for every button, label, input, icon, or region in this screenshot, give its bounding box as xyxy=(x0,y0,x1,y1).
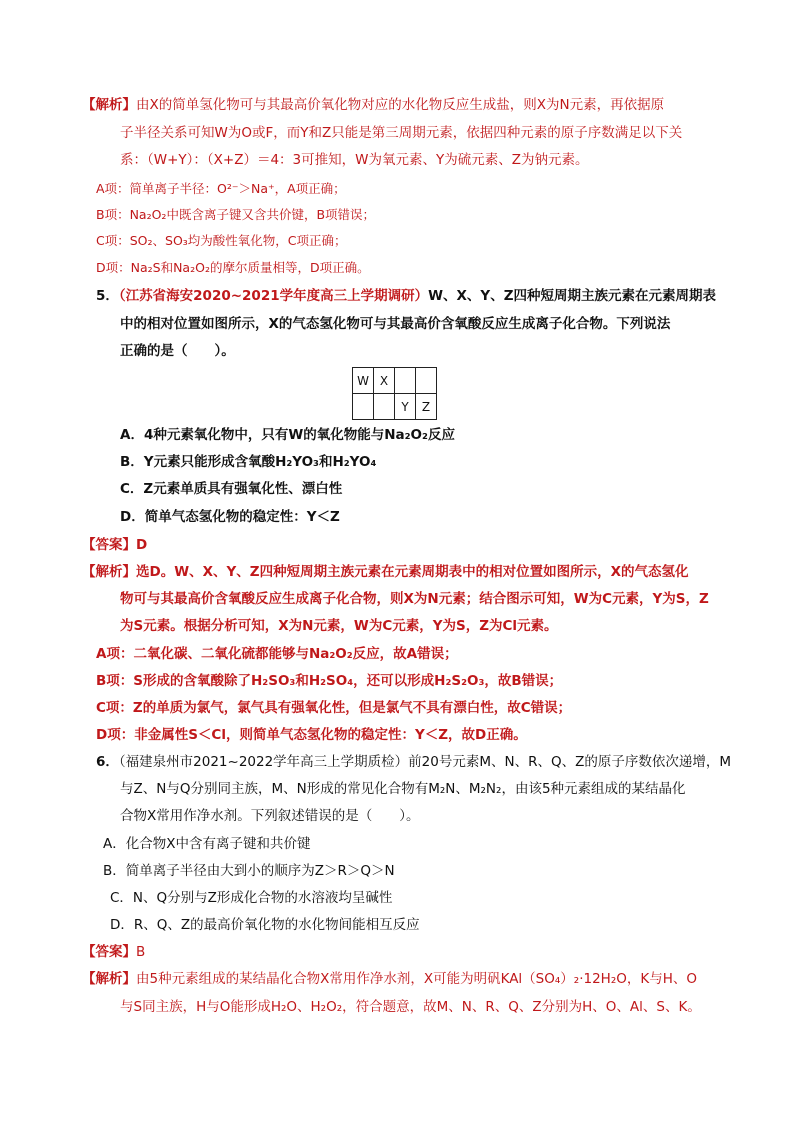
answer-value: D xyxy=(136,537,148,553)
table-row xyxy=(353,368,437,394)
analysis-line: 系：（W+Y）：（X+Z）＝4：3可推知，W为氧元素、Y为硫元素、Z为钠元素。 xyxy=(120,152,589,168)
analysis-line: 子半径关系可知W为O或F，而Y和Z只能是第三周期元素，依据四种元素的原子序数满足以下关 xyxy=(120,125,683,141)
option-analysis-a: A项：二氧化碳、二氧化硫都能够与Na₂O₂反应，故A错误； xyxy=(96,646,458,662)
question-5-stem xyxy=(96,287,716,305)
option-b: B．Y元素只能形成含氧酸H₂YO₃和H₂YO₄ xyxy=(120,454,377,470)
question-number: 5． xyxy=(96,288,119,304)
answer-tag: 【答案】 xyxy=(82,944,136,960)
option-d: D．R、Q、Z的最高价氧化物的水化物间能相互反应 xyxy=(110,917,420,933)
option-d: D．简单气态氢化物的稳定性：Y＜Z xyxy=(120,509,340,525)
question-number: 6． xyxy=(96,754,119,770)
table-cell xyxy=(395,368,416,394)
option-b: B．简单离子半径由大到小的顺序为Z＞R＞Q＞N xyxy=(103,863,395,879)
analysis-line xyxy=(82,96,664,114)
analysis-line xyxy=(82,970,697,988)
table-cell xyxy=(416,368,437,394)
analysis-line xyxy=(82,563,688,581)
answer-line xyxy=(82,943,145,961)
analysis-line: 与S同主族，H与O能形成H₂O、H₂O₂，符合题意，故M、N、R、Q、Z分别为H、O、Al、S、K。 xyxy=(120,999,701,1015)
answer-tag: 【答案】 xyxy=(82,537,136,553)
table-cell: X xyxy=(374,368,395,394)
option-analysis-c: C项：SO₂、SO₃均为酸性氧化物，C项正确； xyxy=(96,233,347,248)
option-a: A．化合物X中含有离子键和共价键 xyxy=(103,836,311,852)
option-c: C．Z元素单质具有强氧化性、漂白性 xyxy=(120,481,343,497)
option-analysis-b: B项：S形成的含氧酸除了H₂SO₃和H₂SO₄，还可以形成H₂S₂O₃，故B错误； xyxy=(96,673,563,689)
analysis-line: 物可与其最高价含氧酸反应生成离子化合物，则X为N元素；结合图示可知，W为C元素，Y为S，Z xyxy=(120,591,709,607)
table-cell: W xyxy=(353,368,374,394)
stem-text: （福建泉州市2021~2022学年高三上学期质检）前20号元素M、N、R、Q、Z的原子序数依次递增，M xyxy=(118,754,732,770)
table-cell xyxy=(374,394,395,420)
table-cell: Y xyxy=(395,394,416,420)
analysis-line: 为S元素。根据分析可知，X为N元素，W为C元素，Y为S，Z为Cl元素。 xyxy=(120,618,558,634)
question-5-stem-line: 正确的是（ ）。 xyxy=(120,343,235,359)
analysis-tag: 【解析】 xyxy=(82,564,136,580)
option-analysis-a: A项：简单离子半径：O²⁻＞Na⁺，A项正确； xyxy=(96,181,346,196)
option-c: C．N、Q分别与Z形成化合物的水溶液均呈碱性 xyxy=(110,890,393,906)
question-6-stem-line: 与Z、N与Q分别同主族，M、N形成的常见化合物有M₂N、M₂N₂，由该5种元素组成的某结晶化 xyxy=(120,781,686,797)
analysis-tag: 【解析】 xyxy=(82,971,136,987)
analysis-text: 由X的简单氢化物可与其最高价氧化物对应的水化物反应生成盐，则X为N元素，再依据原 xyxy=(136,97,665,113)
table-row xyxy=(353,394,437,420)
stem-text: W、X、Y、Z四种短周期主族元素在元素周期表 xyxy=(428,288,716,304)
answer-line xyxy=(82,536,147,554)
question-source: （江苏省海安2020~2021学年度高三上学期调研） xyxy=(118,288,429,304)
table-cell xyxy=(353,394,374,420)
analysis-text: 选D。W、X、Y、Z四种短周期主族元素在元素周期表中的相对位置如图所示，X的气态氢化 xyxy=(136,564,689,580)
question-5-stem-line: 中的相对位置如图所示，X的气态氢化物可与其最高价含氧酸反应生成离子化合物。下列说法 xyxy=(120,316,671,332)
option-analysis-c: C项：Z的单质为氯气，氯气具有强氧化性，但是氯气不具有漂白性，故C错误； xyxy=(96,700,572,716)
table-cell: Z xyxy=(416,394,437,420)
answer-value: B xyxy=(136,944,146,960)
option-a: A．4种元素氧化物中，只有W的氧化物能与Na₂O₂反应 xyxy=(120,427,455,443)
periodic-table-diagram xyxy=(352,367,437,420)
analysis-text: 由5种元素组成的某结晶化合物X常用作净水剂，X可能为明矾KAl（SO₄）₂·12H₂O，K与H、O xyxy=(136,971,697,987)
option-analysis-b: B项：Na₂O₂中既含离子键又含共价键，B项错误； xyxy=(96,207,376,222)
option-analysis-d: D项：Na₂S和Na₂O₂的摩尔质量相等，D项正确。 xyxy=(96,260,370,275)
question-6-stem xyxy=(96,753,731,771)
analysis-tag: 【解析】 xyxy=(82,97,136,113)
option-analysis-d: D项：非金属性S＜Cl，则简单气态氢化物的稳定性：Y＜Z，故D正确。 xyxy=(96,727,527,743)
question-6-stem-line: 合物X常用作净水剂。下列叙述错误的是（ ）。 xyxy=(120,808,420,824)
